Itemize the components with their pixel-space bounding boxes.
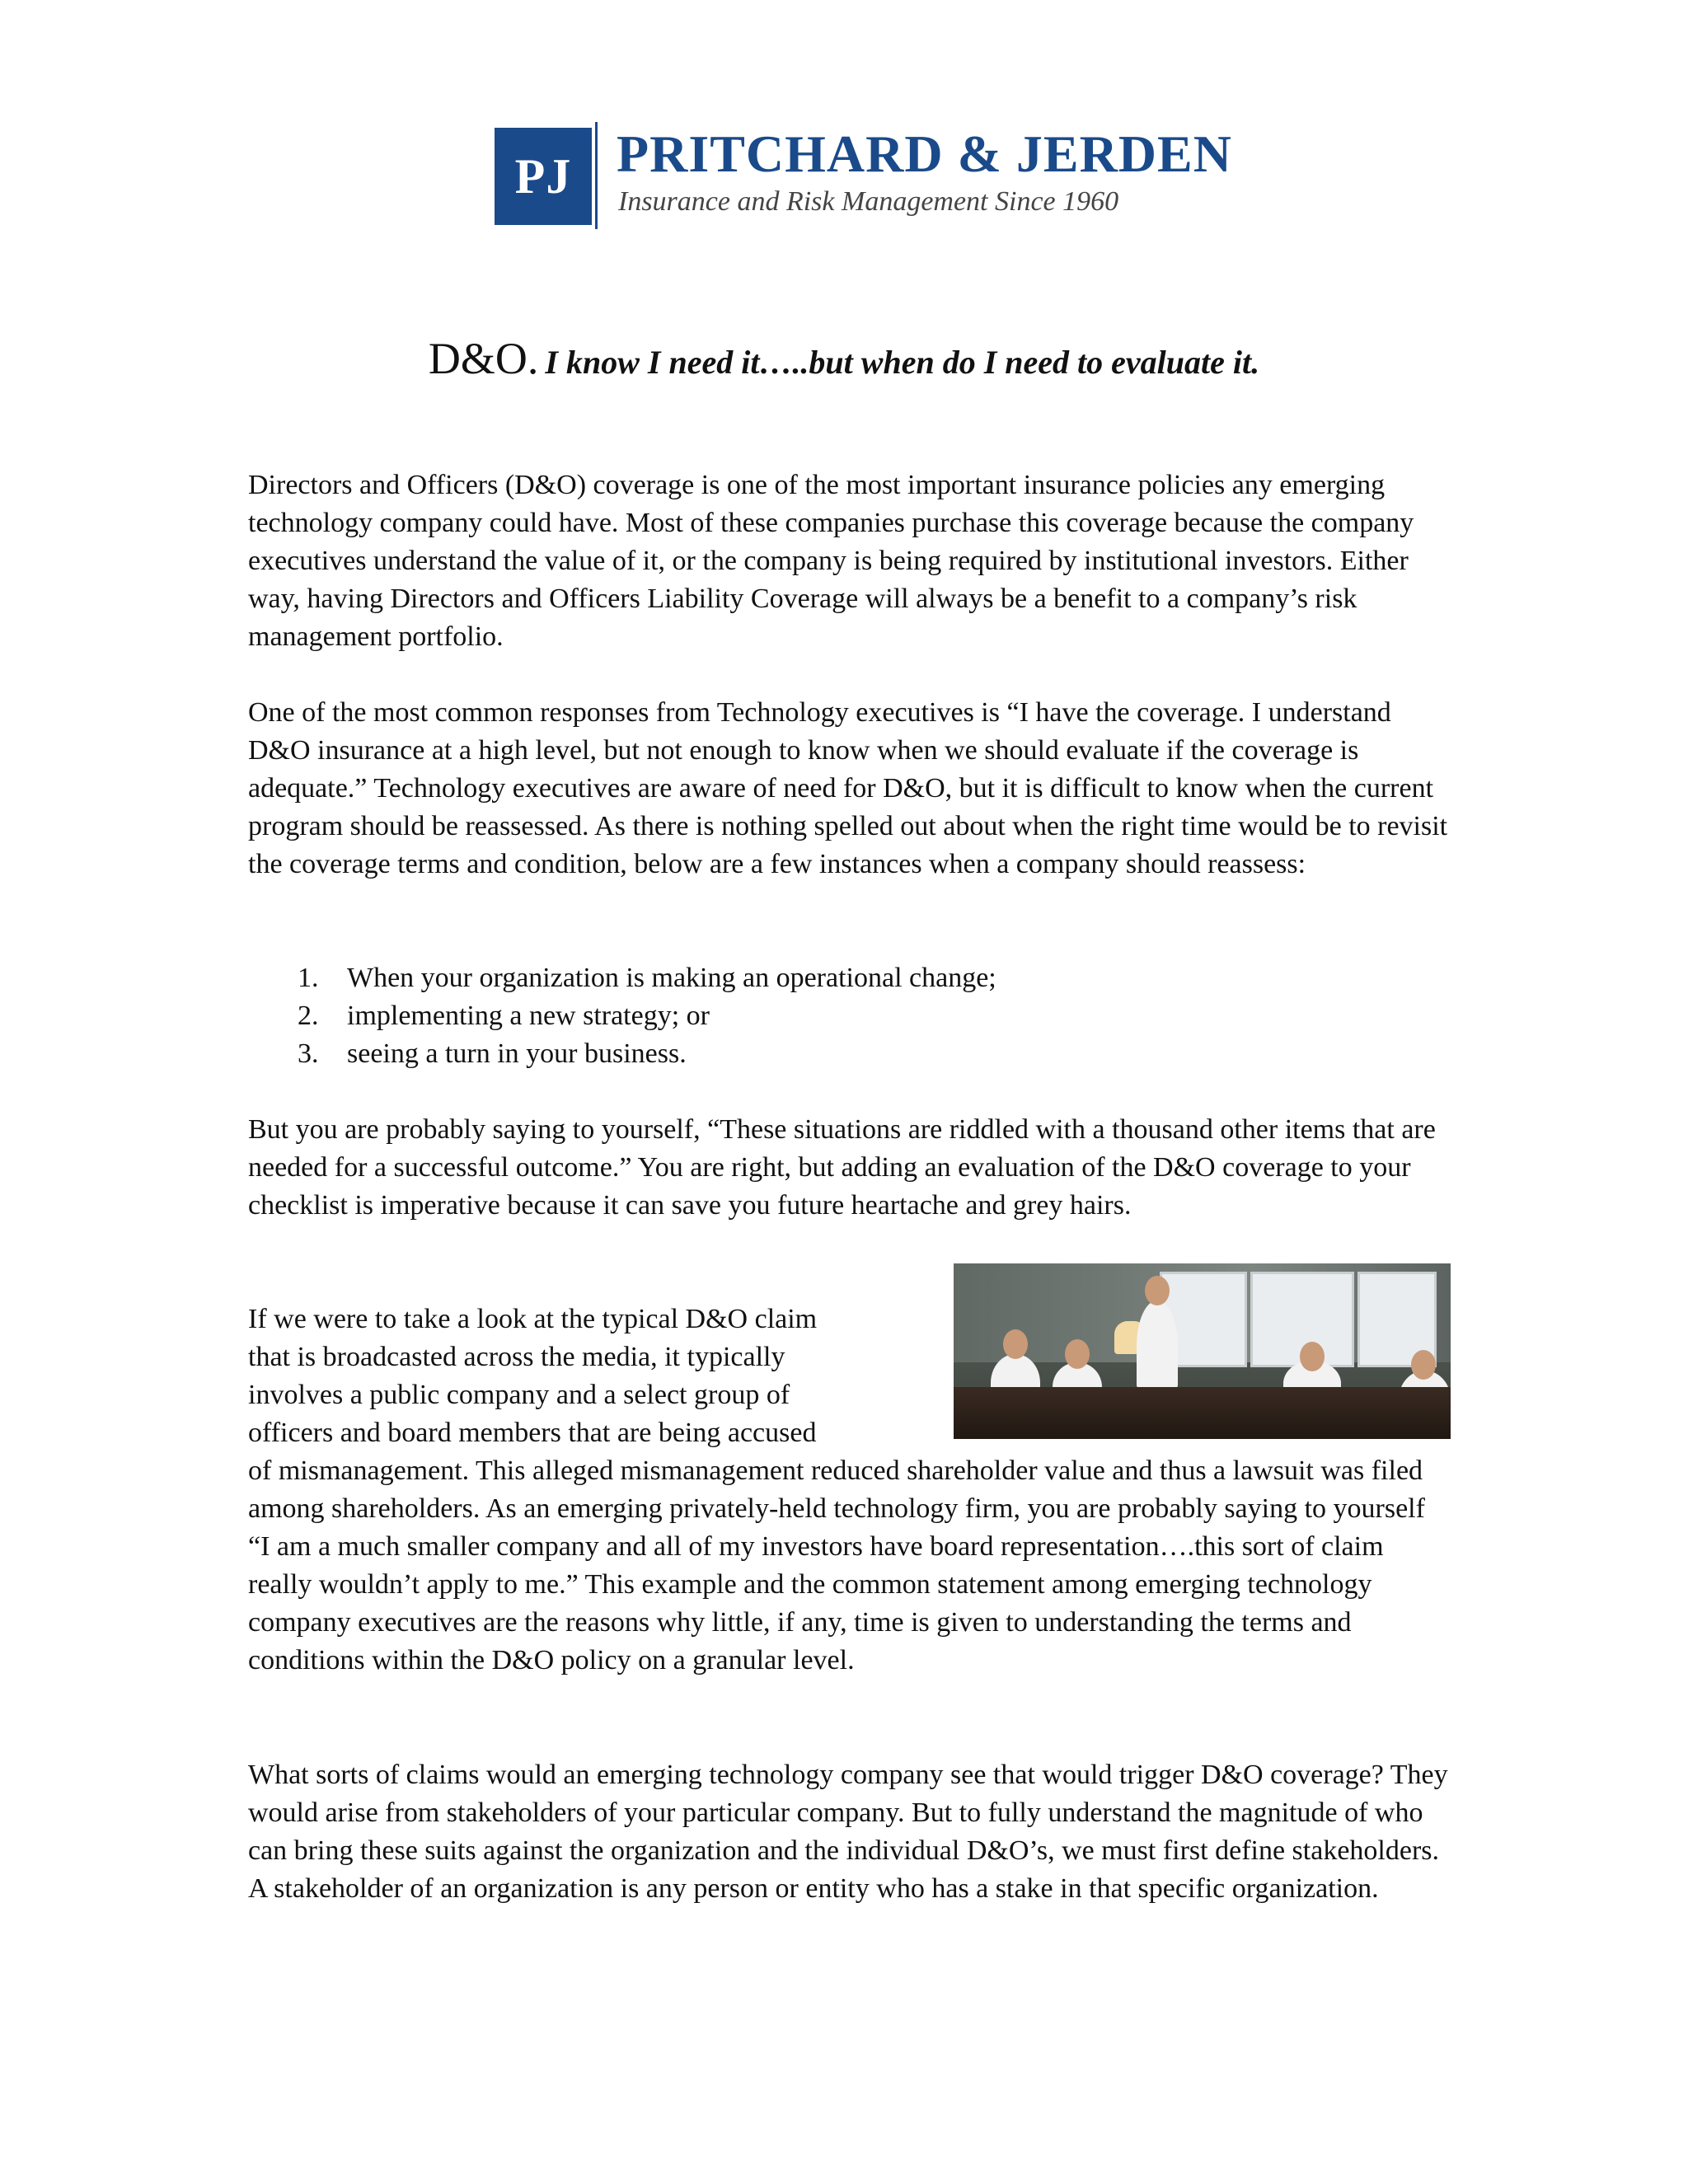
list-item-number: 2. [298, 1001, 319, 1031]
paragraph-4-line: involves a public company and a select group of [248, 1380, 790, 1410]
list-item-text: When your organization is making an operational change; [347, 963, 996, 993]
list-item-number: 3. [298, 1038, 319, 1069]
logo-divider [595, 122, 598, 229]
company-name: PRITCHARD & JERDEN [617, 124, 1232, 183]
paragraph-4-rest: of mismanagement. This alleged mismanagement reduced shareholder value and thus a lawsuit was filed among shareholders. As an emerging privately-held technology firm, you are probably saying to yourself “I am a much smaller company and all of my investors have board representation….this sort of claim really wouldn’t apply to me.” This example and the common statement among emerging technology company executives are the reasons why little, if any, time is given to understanding the terms and conditions within the D&O policy on a granular level. [248, 1455, 1425, 1675]
paragraph-5: What sorts of claims would an emerging technology company see that would trigger D&O coverage? They would arise from stakeholders of your particular company. But to fully understand the magnitude of who can bring these suits against the organization and the individual D&O’s, we must first define stakeholders. A stakeholder of an organization is any person or entity who has a stake in that specific organization. [248, 1760, 1448, 1904]
paragraph-4-line: officers and board members that are being accused [248, 1418, 817, 1448]
reassess-list [248, 959, 996, 1073]
list-item-number: 1. [298, 963, 319, 993]
photo-person-head [1065, 1339, 1090, 1369]
company-tagline: Insurance and Risk Management Since 1960 [618, 186, 1119, 217]
list-item [248, 997, 996, 1035]
photo-person-head [1003, 1329, 1028, 1359]
paragraph-4-line: that is broadcasted across the media, it typically [248, 1342, 785, 1372]
list-item-text: implementing a new strategy; or [347, 1001, 710, 1031]
list-item-text: seeing a turn in your business. [347, 1038, 687, 1069]
logo-initials: PJ [495, 128, 592, 225]
photo-person-head [1145, 1276, 1170, 1305]
title-subtitle: I know I need it…..but when do I need to evaluate it. [545, 344, 1260, 381]
meeting-photo [954, 1263, 1451, 1439]
paragraph-1: Directors and Officers (D&O) coverage is one of the most important insurance policies any emerging technology company could have. Most of these companies purchase this coverage because the company executives understand the value of it, or the company is being required by institutional investors. Either way, having Directors and Officers Liability Coverage will always be a benefit to a company’s risk management portfolio. [248, 470, 1414, 652]
list-item [248, 959, 996, 997]
title-main: D&O. [428, 334, 539, 383]
list-item [248, 1035, 996, 1073]
company-logo [495, 124, 1232, 239]
photo-person-head [1300, 1342, 1325, 1371]
page-title [0, 336, 1688, 381]
paragraph-2: One of the most common responses from Technology executives is “I have the coverage. I understand D&O insurance at a high level, but not enough to know when we should evaluate if the coverage is adequate.” Technology executives are aware of need for D&O, but it is difficult to know when the current program should be reassessed. As there is nothing spelled out about when the right time would be to revisit the coverage terms and condition, below are a few instances when a company should reassess: [248, 697, 1448, 879]
paragraph-4-line: If we were to take a look at the typical D&O claim [248, 1304, 818, 1334]
paragraph-3: But you are probably saying to yourself, “These situations are riddled with a thousand other items that are needed for a successful outcome.” You are right, but adding an evaluation of the D&O coverage to your checklist is imperative because it can save you future heartache and grey hairs. [248, 1114, 1436, 1221]
photo-person-head [1411, 1350, 1436, 1380]
photo-table [954, 1387, 1451, 1439]
photo-person [1137, 1301, 1178, 1391]
